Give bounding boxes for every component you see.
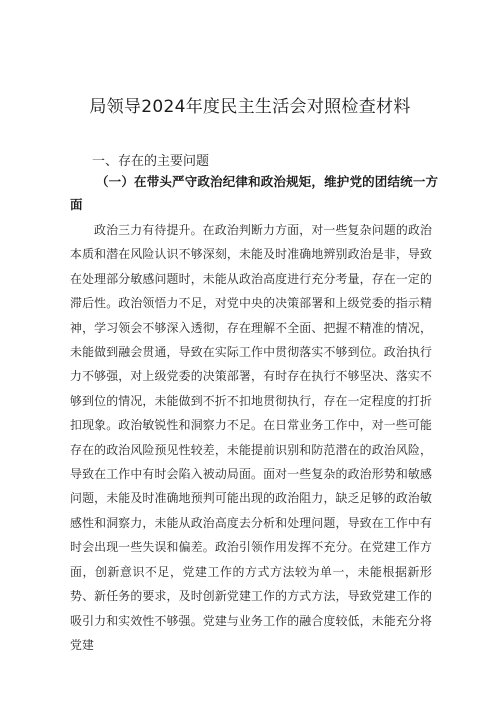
- document-title: 局领导2024年度民主生活会对照检查材料: [89, 97, 411, 117]
- subsection-heading: （一）在带头严守政治纪律和政治规矩，维护党的团结统一方面: [70, 174, 438, 212]
- section-heading: 一、存在的主要问题: [92, 154, 210, 169]
- body-paragraph: 政治三力有待提升。在政治判断力方面，对一些复杂问题的政治本质和潜在风险认识不够深刻，未能及时准确地辨别政治是非，导致在处理部分敏感问题时，未能从政治高度进行充分考量，存在一定的滞后性。政治领悟力不足，对党中央的决策部署和上级党委的指示精神，学习领会不够深入透彻，存在理解不全面、把握不精准的情况，未能做到融会贯通，导致在实际工作中贯彻落实不够到位。政治执行力不够强，对上级党委的决策部署，有时存在执行不够坚决、落实不够到位的情况，未能做到不折不扣地贯彻执行，存在一定程度的打折扣现象。政治敏锐性和洞察力不足。在日常业务工作中，对一些可能存在的政治风险预见性较差，未能提前识别和防范潜在的政治风险，导致在工作中有时会陷入被动局面。面对一些复杂的政治形势和敏感问题，未能及时准确地预判可能出现的政治阻力，缺乏足够的政治敏感性和洞察力，未能从政治高度去分析和处理问题，导致在工作中有时会出现一些失误和偏差。政治引领作用发挥不充分。在党建工作方面，创新意识不足，党建工作的方式方法较为单一，未能根据新形势、新任务的要求，及时创新党建工作的方式方法，导致党建工作的吸引力和实效性不够强。党建与业务工作的融合度较低，未能充分将党建: [70, 223, 432, 652]
